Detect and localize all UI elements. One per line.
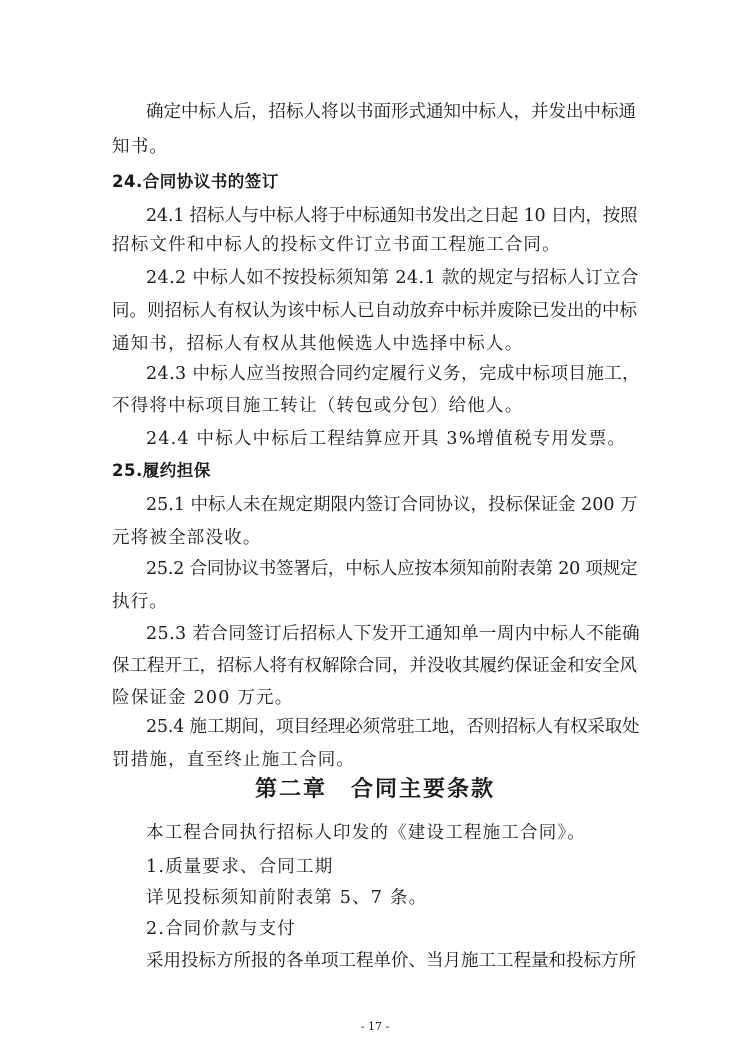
paragraph-line: 24.1 招标人与中标人将于中标通知书发出之日起 10 日内，按照: [146, 206, 638, 226]
paragraph-line: 险保证金 200 万元。: [112, 688, 294, 708]
paragraph-line: 25.4 施工期间，项目经理必须常驻工地，否则招标人有权采取处: [146, 717, 640, 737]
paragraph-line: 不得将中标项目施工转让（转包或分包）给他人。: [112, 396, 524, 416]
paragraph-line: 24.4 中标人中标后工程结算应开具 3%增值税专用发票。: [146, 429, 627, 449]
chapter-title: 第二章 合同主要条款: [254, 777, 495, 802]
paragraph-line: 知书。: [112, 137, 169, 157]
paragraph-line: 招标文件和中标人的投标文件订立书面工程施工合同。: [112, 235, 561, 255]
paragraph-line: 24.3 中标人应当按照合同约定履行义务，完成中标项目施工，: [146, 364, 641, 384]
section-heading: 24.合同协议书的签订: [112, 172, 279, 191]
section-heading: 25.履约担保: [112, 461, 211, 480]
page-number: - 17 -: [360, 1020, 390, 1033]
paragraph-line: 25.1 中标人未在规定期限内签订合同协议，投标保证金 200 万: [146, 495, 638, 515]
paragraph-line: 采用投标方所报的各单项工程单价、当月施工工程量和投标方所: [146, 951, 636, 971]
paragraph-line: 元将被全部没收。: [112, 528, 262, 548]
paragraph-line: 详见投标须知前附表第 5、7 条。: [146, 888, 428, 908]
paragraph-line: 本工程合同执行招标人印发的《建设工程施工合同》。: [146, 823, 587, 843]
paragraph-line: 保工程开工，招标人将有权解除合同，并没收其履约保证金和安全风: [112, 656, 637, 676]
paragraph-line: 24.2 中标人如不按投标须知第 24.1 款的规定与招标人订立合: [146, 268, 639, 288]
paragraph-line: 罚措施，直至终止施工合同。: [112, 750, 356, 770]
paragraph-line: 2.合同价款与支付: [146, 919, 296, 939]
paragraph-line: 确定中标人后，招标人将以书面形式通知中标人，并发出中标通: [146, 102, 636, 122]
paragraph-line: 通知书，招标人有权从其他候选人中选择中标人。: [112, 334, 524, 354]
paragraph-line: 25.3 若合同签订后招标人下发开工通知单一周内中标人不能确: [146, 624, 641, 644]
paragraph-line: 执行。: [112, 592, 169, 612]
paragraph-line: 1.质量要求、合同工期: [146, 857, 334, 877]
paragraph-line: 25.2 合同协议书签署后，中标人应按本须知前附表第 20 项规定: [146, 559, 638, 579]
paragraph-line: 同。则招标人有权认为该中标人已自动放弃中标并废除已发出的中标: [112, 301, 637, 321]
